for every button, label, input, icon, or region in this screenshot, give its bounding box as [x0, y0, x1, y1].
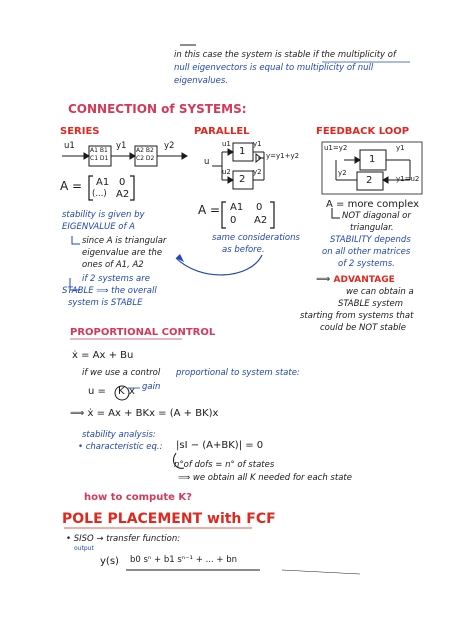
how-to-compute: how to compute K?: [84, 492, 192, 503]
series-u1: u1: [64, 141, 75, 151]
parallel-y1: y1: [253, 140, 262, 148]
parallel-yout: y=y1+y2: [266, 152, 300, 160]
feedback-y1u2: y1=u2: [396, 175, 420, 183]
parallel-u: u: [204, 157, 210, 167]
series-matrix-lhs: A =: [60, 179, 83, 193]
feedback-not-diag-2: triangular.: [350, 223, 394, 233]
parallel-u1: u1: [222, 140, 231, 148]
parallel-curve-arrow: [176, 255, 262, 275]
prop-eq2c: x: [129, 386, 135, 397]
feedback-block-2-label: 2: [366, 175, 373, 186]
parallel-note-1: same considerations: [212, 233, 300, 243]
prop-eq1: ẋ = Ax + Bu: [72, 350, 134, 361]
parallel-m22: A2: [254, 215, 268, 226]
siso-num: b0 sⁿ + b1 sⁿ⁻¹ + ... + bn: [130, 555, 238, 565]
siso-line: • SISO → transfer function:: [66, 534, 181, 544]
parallel-diagram: [212, 140, 264, 189]
parallel-m12: 0: [256, 202, 263, 213]
feedback-a-line: A = more complex: [326, 199, 420, 210]
series-if-2: STABLE ⟹ the overall: [62, 286, 157, 296]
feedback-u1y2: u1=y2: [324, 144, 348, 152]
series-y1: y1: [116, 141, 127, 151]
series-if-3: system is STABLE: [68, 298, 143, 308]
series-m21: (...): [92, 189, 107, 199]
feedback-adv: ADVANTAGE: [333, 275, 395, 285]
prop-if-a: if we use a control: [82, 368, 161, 378]
series-note-2: EIGENVALUE of A: [62, 222, 135, 232]
series-note-1: stability is given by: [62, 210, 145, 220]
feedback-not-diag-1: NOT diagonal or: [342, 211, 411, 221]
feedback-block-1-label: 1: [369, 154, 376, 165]
implies-arrow-glyph: ⟹: [316, 274, 334, 285]
series-block1-bottom: C1 D1: [90, 155, 109, 162]
feedback-adv-row: [316, 274, 395, 286]
series-block2-top: A2 B2: [136, 147, 154, 154]
series-arrow-1: [72, 236, 80, 244]
feedback-stab-3: of 2 systems.: [338, 259, 395, 269]
prop-char-b: |sI − (A+BK)| = 0: [176, 440, 264, 451]
feedback-stab-2: on all other matrices: [322, 247, 411, 257]
intro-line-2: null eigenvectors is equal to multiplicity of null: [174, 63, 374, 73]
series-if-1: if 2 systems are: [82, 274, 150, 284]
parallel-m11: A1: [230, 202, 244, 213]
feedback-title: FEEDBACK LOOP: [316, 126, 410, 137]
prop-eq2a: u =: [88, 386, 106, 397]
prop-obtain: ⟹ we obtain all K needed for each state: [178, 473, 352, 483]
pole-placement-title: POLE PLACEMENT with FCF: [62, 511, 276, 527]
prop-if-b: proportional to system state:: [176, 368, 300, 378]
parallel-matrix-lhs: A =: [198, 203, 221, 217]
series-note-3: since A is triangular: [82, 236, 167, 246]
prop-gain: gain: [142, 382, 161, 392]
series-block2-bottom: C2 D2: [136, 155, 155, 162]
feedback-y2: y2: [338, 169, 347, 177]
prop-title: PROPORTIONAL CONTROL: [70, 327, 216, 338]
series-block1-top: A1 B1: [90, 147, 108, 154]
series-note-4: eigenvalue are the: [82, 248, 163, 258]
series-m12: 0: [119, 177, 126, 188]
series-y2: y2: [164, 141, 175, 151]
parallel-title: PARALLEL: [194, 126, 250, 137]
series-title: SERIES: [60, 126, 100, 137]
feedback-stab-1: STABILITY depends: [330, 235, 411, 245]
intro-line-3: eigenvalues.: [174, 76, 228, 86]
feedback-adv-4: could be NOT stable: [320, 323, 406, 333]
feedback-y1: y1: [396, 144, 405, 152]
series-note-5: ones of A1, A2: [82, 260, 144, 270]
parallel-block-1-label: 1: [239, 146, 246, 157]
siso-output: output: [74, 545, 94, 552]
parallel-note-2: as before.: [222, 245, 265, 255]
prop-stab-title: stability analysis:: [82, 430, 156, 440]
prop-eq3: ⟹ ẋ = Ax + BKx = (A + BK)x: [70, 408, 219, 419]
siso-ys: y(s): [100, 556, 119, 567]
parallel-u2: u2: [222, 168, 231, 176]
intro-line-1: in this case the system is stable if the multiplicity of: [174, 50, 396, 60]
feedback-adv-3: starting from systems that: [300, 311, 414, 321]
connection-title: CONNECTION of SYSTEMS:: [68, 102, 247, 116]
feedback-adv-1: we can obtain a: [346, 287, 414, 297]
parallel-m21: 0: [230, 215, 237, 226]
feedback-adv-2: STABLE system: [338, 299, 403, 309]
series-m22: A2: [116, 189, 130, 200]
prop-dofs: n°of dofs = n° of states: [174, 460, 275, 470]
parallel-block-2-label: 2: [239, 174, 246, 185]
prop-eq2b: K: [118, 386, 125, 397]
series-m11: A1: [96, 177, 110, 188]
parallel-y2: y2: [253, 168, 262, 176]
prop-char-a: • characteristic eq.:: [78, 442, 163, 452]
